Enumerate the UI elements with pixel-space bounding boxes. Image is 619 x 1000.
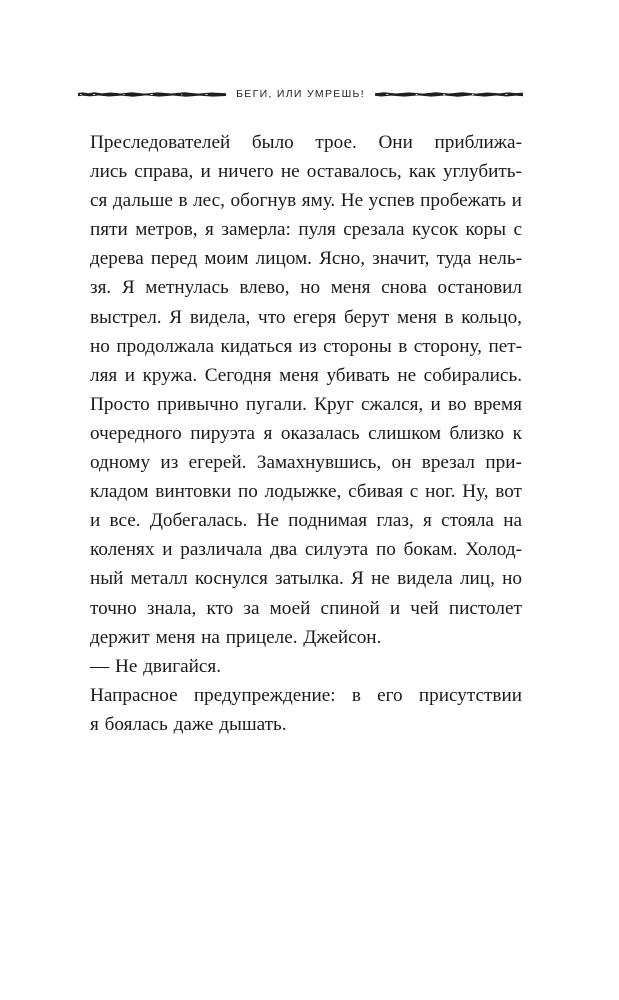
text-line bbox=[90, 244, 522, 273]
word: коры bbox=[465, 219, 506, 241]
word: не bbox=[371, 568, 390, 590]
word: слишком bbox=[368, 422, 441, 444]
word: егеря bbox=[293, 306, 337, 328]
word: продолжала bbox=[116, 335, 214, 357]
word: бокам. bbox=[403, 539, 458, 561]
text-line bbox=[90, 157, 522, 186]
word: яму. bbox=[301, 190, 336, 212]
word: из bbox=[160, 452, 179, 474]
text-line bbox=[90, 564, 522, 593]
text-line bbox=[90, 186, 522, 215]
text-line bbox=[90, 128, 522, 157]
word: очередного bbox=[90, 422, 182, 444]
text-line bbox=[90, 419, 522, 448]
word: предупреждение: bbox=[193, 684, 336, 706]
word: стороны bbox=[323, 335, 392, 357]
word: срезала bbox=[343, 219, 405, 241]
word: Сегодня bbox=[204, 364, 272, 386]
word: чей bbox=[410, 597, 439, 619]
word: ничего bbox=[217, 161, 274, 183]
word: я bbox=[263, 422, 273, 444]
word: Добегалась. bbox=[149, 510, 248, 532]
word: я bbox=[205, 219, 214, 241]
word: кто bbox=[206, 597, 234, 619]
word: лиц, bbox=[459, 568, 495, 590]
word: Круг bbox=[314, 393, 354, 415]
word: собирались. bbox=[423, 364, 522, 386]
word: врезал bbox=[421, 452, 476, 474]
word: и bbox=[200, 161, 211, 183]
word: но bbox=[90, 335, 110, 357]
dialogue-text: — Не двигайся. bbox=[90, 655, 222, 677]
word: вот bbox=[495, 481, 522, 503]
text-line bbox=[90, 477, 522, 506]
text-line bbox=[90, 361, 522, 390]
word: Напрасное bbox=[90, 684, 178, 706]
word: видела, bbox=[189, 306, 251, 328]
word: в bbox=[398, 335, 408, 357]
word: и bbox=[124, 364, 136, 386]
word: он bbox=[391, 452, 412, 474]
word: различала bbox=[180, 539, 263, 561]
running-header-title: БЕГИ, ИЛИ УМРЕШЬ! bbox=[236, 88, 365, 100]
word: ся bbox=[90, 190, 108, 212]
word: близко bbox=[449, 422, 505, 444]
word: берут bbox=[343, 306, 390, 328]
header-rule-left bbox=[78, 84, 226, 104]
word: сжался, bbox=[361, 393, 424, 415]
word: не bbox=[397, 364, 417, 386]
dialogue-line bbox=[90, 652, 522, 681]
word: кидаться bbox=[220, 335, 293, 357]
word: во bbox=[448, 393, 467, 415]
word: пугали. bbox=[245, 393, 307, 415]
word: егерей. bbox=[188, 452, 247, 474]
word: дерева bbox=[90, 248, 144, 270]
word: успев bbox=[368, 190, 415, 212]
word: я bbox=[423, 510, 432, 532]
word: меня bbox=[279, 364, 319, 386]
word: винтовки bbox=[155, 481, 232, 503]
word: глаз, bbox=[376, 510, 414, 532]
word: влево, bbox=[239, 277, 290, 299]
word: поднимая bbox=[288, 510, 368, 532]
word: металл bbox=[130, 568, 188, 590]
word: пробежать bbox=[420, 190, 507, 212]
word: Не bbox=[256, 510, 279, 532]
word: видела bbox=[397, 568, 453, 590]
word: лицом. bbox=[255, 248, 312, 270]
word: лес, bbox=[193, 190, 225, 212]
word: но bbox=[502, 568, 522, 590]
word: Ясно, bbox=[319, 248, 366, 270]
text-line bbox=[90, 681, 522, 710]
word: пуля bbox=[298, 219, 336, 241]
word: с bbox=[513, 219, 522, 241]
word: спиной bbox=[320, 597, 380, 619]
text-line bbox=[90, 332, 522, 361]
word: знала, bbox=[146, 597, 197, 619]
word: точно bbox=[90, 597, 137, 619]
word: Просто bbox=[90, 393, 150, 415]
paragraph bbox=[90, 681, 522, 710]
word: Они bbox=[378, 132, 413, 153]
word: метнулась bbox=[145, 277, 229, 299]
word: и bbox=[90, 510, 101, 532]
word: обогнув bbox=[230, 190, 297, 212]
text-line bbox=[90, 594, 522, 623]
word: силуэта bbox=[304, 539, 369, 561]
word: по bbox=[238, 481, 258, 503]
word: меня bbox=[330, 277, 371, 299]
header-rule-right bbox=[375, 84, 523, 104]
text-line bbox=[90, 623, 522, 652]
word: и bbox=[162, 539, 173, 561]
word: как bbox=[408, 161, 436, 183]
word: Я bbox=[121, 277, 135, 299]
running-header bbox=[78, 84, 523, 104]
word: на bbox=[503, 510, 522, 532]
word: одному bbox=[90, 452, 151, 474]
line-text: я боялась даже дышать. bbox=[90, 713, 287, 735]
word: по bbox=[375, 539, 396, 561]
text-line bbox=[90, 390, 522, 419]
paragraph bbox=[90, 128, 522, 623]
word: Холод- bbox=[465, 539, 522, 561]
text-line bbox=[90, 710, 522, 739]
word: за bbox=[243, 597, 260, 619]
text-line bbox=[90, 535, 522, 564]
word: что bbox=[258, 306, 286, 328]
word: дальше bbox=[112, 190, 173, 212]
text-line bbox=[90, 506, 522, 535]
word: оставалось, bbox=[306, 161, 402, 183]
word: в bbox=[351, 684, 361, 706]
word: Преследователей bbox=[90, 132, 231, 153]
word: Ну, bbox=[462, 481, 489, 503]
word: Я bbox=[169, 306, 183, 328]
word: остановил bbox=[437, 277, 522, 299]
word: было bbox=[251, 132, 294, 153]
word: кружа. bbox=[142, 364, 198, 386]
word: сторону, bbox=[413, 335, 482, 357]
word: выстрел. bbox=[90, 306, 162, 328]
word: ног. bbox=[425, 481, 456, 503]
word: убивать bbox=[326, 364, 390, 386]
word: лись bbox=[90, 161, 128, 183]
word: с bbox=[409, 481, 419, 503]
line-text: держит меня на прицеле. Джейсон. bbox=[90, 626, 382, 648]
word: моим bbox=[204, 248, 249, 270]
word: и bbox=[430, 393, 441, 415]
word: не bbox=[280, 161, 300, 183]
word: приближа- bbox=[434, 132, 522, 153]
word: моей bbox=[269, 597, 311, 619]
word: все. bbox=[109, 510, 141, 532]
word: коснулся bbox=[194, 568, 268, 590]
word: и bbox=[389, 597, 401, 619]
word: кольцо, bbox=[461, 306, 522, 328]
text-line bbox=[90, 273, 522, 302]
word: туда bbox=[436, 248, 472, 270]
word: ляя bbox=[90, 364, 118, 386]
word: в bbox=[178, 190, 188, 212]
text-line bbox=[90, 303, 522, 332]
word: меня bbox=[397, 306, 437, 328]
word: и bbox=[511, 190, 522, 212]
word: кусок bbox=[411, 219, 459, 241]
word: снова bbox=[381, 277, 427, 299]
word: в bbox=[444, 306, 454, 328]
word: его bbox=[377, 684, 403, 706]
text-line bbox=[90, 448, 522, 477]
word: два bbox=[270, 539, 298, 561]
word: значит, bbox=[372, 248, 430, 270]
word: коленях bbox=[90, 539, 155, 561]
word: ный bbox=[90, 568, 124, 590]
word: привычно bbox=[157, 393, 239, 415]
word: пируэта bbox=[190, 422, 256, 444]
word: нель- bbox=[478, 248, 522, 270]
word: при- bbox=[485, 452, 522, 474]
word: зя. bbox=[90, 277, 112, 299]
word: замерла: bbox=[221, 219, 291, 241]
book-text bbox=[90, 128, 522, 739]
text-line bbox=[90, 215, 522, 244]
word: время bbox=[473, 393, 522, 415]
word: перед bbox=[150, 248, 198, 270]
word: углубить- bbox=[442, 161, 522, 183]
word: оказалась bbox=[280, 422, 360, 444]
word: пяти bbox=[90, 219, 128, 241]
word: присутствии bbox=[418, 684, 522, 706]
word: но bbox=[300, 277, 321, 299]
word: к bbox=[512, 422, 522, 444]
word: стояла bbox=[441, 510, 494, 532]
word: затылка. bbox=[275, 568, 344, 590]
word: кладом bbox=[90, 481, 149, 503]
word: лодыжке, bbox=[264, 481, 342, 503]
word: пистолет bbox=[448, 597, 522, 619]
word: сбивая bbox=[348, 481, 404, 503]
word: Замахнувшись, bbox=[256, 452, 382, 474]
word: Не bbox=[340, 190, 364, 212]
word: справа, bbox=[134, 161, 194, 183]
word: Я bbox=[351, 568, 364, 590]
word: пет- bbox=[488, 335, 522, 357]
word: из bbox=[298, 335, 317, 357]
word: трое. bbox=[315, 132, 357, 153]
word: метров, bbox=[135, 219, 198, 241]
